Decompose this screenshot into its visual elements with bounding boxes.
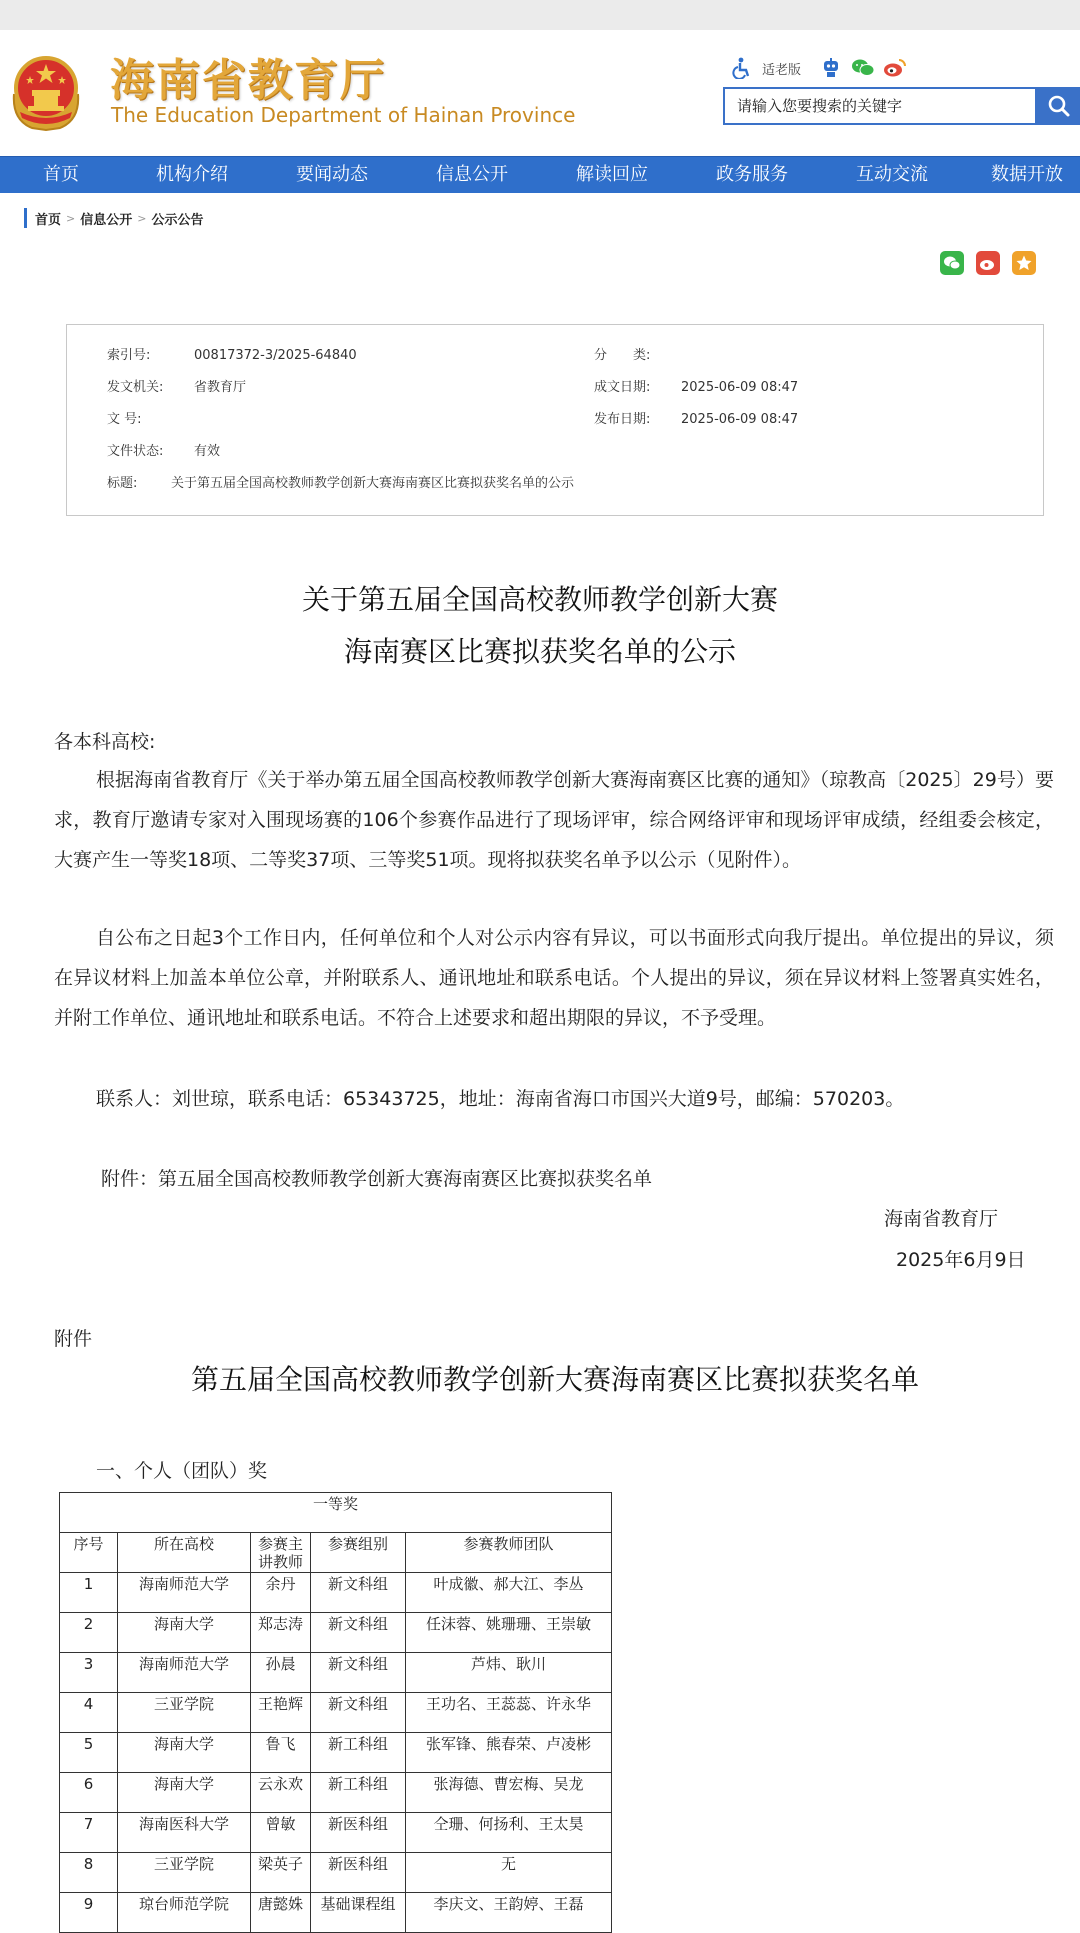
table-cell: 6 (60, 1773, 118, 1813)
table-caption: 一等奖 (60, 1493, 612, 1533)
table-cell: 王艳辉 (251, 1693, 311, 1733)
breadcrumb-separator: > (137, 211, 147, 225)
signature-date: 2025年6月9日 (896, 1249, 1026, 1271)
table-cell: 1 (60, 1573, 118, 1613)
table-cell: 云永欢 (251, 1773, 311, 1813)
national-emblem-logo (8, 50, 84, 132)
table-row (60, 1733, 612, 1773)
table-cell: 新文科组 (311, 1573, 406, 1613)
table-cell: 9 (60, 1893, 118, 1933)
wechat-icon (943, 255, 961, 271)
table-cell: 琼台师范学院 (118, 1893, 251, 1933)
table-cell: 唐懿姝 (251, 1893, 311, 1933)
meta-created-value: 2025-06-09 08:47 (681, 380, 799, 395)
table-cell: 8 (60, 1853, 118, 1893)
share-weibo-button[interactable] (976, 251, 1000, 275)
table-header-row (60, 1533, 612, 1573)
column-header: 参赛组别 (311, 1533, 406, 1573)
meta-title-label: 标题: (107, 476, 138, 491)
nav-interpretation[interactable]: 解读回应 (576, 164, 648, 185)
table-row (60, 1573, 612, 1613)
favorite-button[interactable] (1012, 251, 1036, 275)
table-cell: 海南医科大学 (118, 1813, 251, 1853)
nav-open-data[interactable]: 数据开放 (991, 164, 1063, 185)
table-cell: 芦炜、耿川 (406, 1653, 612, 1693)
meta-title-value: 关于第五届全国高校教师教学创新大赛海南赛区比赛拟获奖名单的公示 (171, 476, 575, 491)
table-row (60, 1853, 612, 1893)
meta-index-value: 00817372-3/2025-64840 (194, 348, 357, 363)
meta-created-label: 成文日期: (594, 380, 651, 395)
article-title-line2: 海南赛区比赛拟获奖名单的公示 (343, 635, 736, 668)
salutation: 各本科高校: (54, 731, 156, 753)
search-box (723, 87, 1037, 125)
awards-table (59, 1492, 612, 1933)
table-cell: 无 (406, 1853, 612, 1893)
meta-docno-label: 文 号: (107, 412, 142, 427)
table-cell: 2 (60, 1613, 118, 1653)
site-subtitle: The Education Department of Hainan Province (111, 103, 576, 127)
table-cell: 仝珊、何扬利、王太昊 (406, 1813, 612, 1853)
share-wechat-button[interactable] (940, 251, 964, 275)
nav-services[interactable]: 政务服务 (716, 164, 788, 185)
table-cell: 海南大学 (118, 1733, 251, 1773)
meta-index-label: 索引号: (107, 348, 151, 363)
column-header: 参赛主讲教师 (251, 1533, 311, 1573)
table-cell: 鲁飞 (251, 1733, 311, 1773)
meta-category-label: 分 类: (594, 348, 651, 363)
nav-about[interactable]: 机构介绍 (156, 164, 228, 185)
table-cell: 新工科组 (311, 1773, 406, 1813)
table-row (60, 1693, 612, 1733)
table-cell: 7 (60, 1813, 118, 1853)
table-cell: 郑志涛 (251, 1613, 311, 1653)
table-cell: 海南大学 (118, 1773, 251, 1813)
table-cell: 叶成徽、郝大江、李丛 (406, 1573, 612, 1613)
weibo-icon (979, 255, 997, 271)
table-cell: 余丹 (251, 1573, 311, 1613)
article-title-line1: 关于第五届全国高校教师教学创新大赛 (301, 583, 778, 616)
top-strip (0, 0, 1080, 30)
table-cell: 5 (60, 1733, 118, 1773)
star-icon (1015, 254, 1033, 272)
table-cell: 海南大学 (118, 1613, 251, 1653)
attachment-link[interactable]: 附件：第五届全国高校教师教学创新大赛海南赛区比赛拟获奖名单 (101, 1168, 653, 1190)
table-row (60, 1773, 612, 1813)
table-row (60, 1893, 612, 1933)
paragraph-2: 自公布之日起3个工作日内，任何单位和个人对公示内容有异议，可以书面形式向我厅提出。单位提出的异议，须在异议材料上加盖本单位公章，并附联系人、通讯地址和联系电话。个人提出的异议，须在异议材料上签署真实姓名，并附工作单位、通讯地址和联系电话。不符合上述要求和超出期限的异议，不予受理。 (54, 927, 1054, 1029)
table-cell: 张海德、曹宏梅、吴龙 (406, 1773, 612, 1813)
site-title[interactable]: 海南省教育厅 (110, 55, 386, 106)
table-cell: 三亚学院 (118, 1693, 251, 1733)
section-title: 一、个人（团队）奖 (96, 1460, 268, 1482)
table-cell: 新文科组 (311, 1613, 406, 1653)
table-cell: 孙晨 (251, 1653, 311, 1693)
table-cell: 梁英子 (251, 1853, 311, 1893)
table-cell: 新医科组 (311, 1813, 406, 1853)
accessibility-icon[interactable] (730, 56, 754, 80)
award-list-title: 第五届全国高校教师教学创新大赛海南赛区比赛拟获奖名单 (190, 1363, 919, 1396)
nav-interaction[interactable]: 互动交流 (856, 164, 928, 185)
table-cell: 三亚学院 (118, 1853, 251, 1893)
breadcrumb-info-disclosure[interactable]: 信息公开 (80, 212, 133, 228)
appendix-label: 附件 (54, 1328, 93, 1350)
table-row (60, 1613, 612, 1653)
signature-org: 海南省教育厅 (884, 1208, 999, 1230)
meta-status-label: 文件状态: (107, 444, 164, 459)
meta-status-value: 有效 (194, 444, 221, 459)
table-row (60, 1813, 612, 1853)
table-cell: 新医科组 (311, 1853, 406, 1893)
table-cell: 新文科组 (311, 1653, 406, 1693)
table-cell: 王功名、王蕊蕊、许永华 (406, 1693, 612, 1733)
table-cell: 基础课程组 (311, 1893, 406, 1933)
nav-news[interactable]: 要闻动态 (296, 164, 368, 185)
table-cell: 张军锋、熊春荣、卢凌彬 (406, 1733, 612, 1773)
search-input[interactable] (725, 89, 1035, 123)
nav-home[interactable]: 首页 (43, 164, 79, 185)
weibo-icon[interactable] (883, 56, 907, 80)
elder-mode-link[interactable]: 适老版 (762, 62, 802, 78)
robot-icon[interactable] (819, 56, 843, 80)
breadcrumb-notices[interactable]: 公示公告 (151, 212, 204, 228)
meta-issuer-value: 省教育厅 (194, 380, 247, 395)
breadcrumb-separator: > (66, 211, 76, 225)
meta-issuer-label: 发文机关: (107, 380, 164, 395)
header-toolbar (730, 55, 907, 81)
breadcrumb (24, 208, 203, 228)
document-meta-box (66, 324, 1044, 516)
table-cell: 新工科组 (311, 1733, 406, 1773)
table-cell: 李庆文、王韵婷、王磊 (406, 1893, 612, 1933)
table-cell: 曾敏 (251, 1813, 311, 1853)
contact-info: 联系人：刘世琼，联系电话：65343725，地址：海南省海口市国兴大道9号，邮编：570203。 (96, 1088, 905, 1110)
nav-info-disclosure[interactable]: 信息公开 (436, 164, 508, 185)
meta-published-label: 发布日期: (594, 412, 651, 427)
search-button[interactable] (1037, 87, 1080, 125)
meta-published-value: 2025-06-09 08:47 (681, 412, 799, 427)
search-icon (1047, 94, 1071, 118)
table-cell: 海南师范大学 (118, 1653, 251, 1693)
wechat-icon[interactable] (851, 56, 875, 80)
table-row (60, 1653, 612, 1693)
column-header: 序号 (60, 1533, 118, 1573)
column-header: 参赛教师团队 (406, 1533, 612, 1573)
table-cell: 4 (60, 1693, 118, 1733)
column-header: 所在高校 (118, 1533, 251, 1573)
paragraph-1: 根据海南省教育厅《关于举办第五届全国高校教师教学创新大赛海南赛区比赛的通知》（琼教高〔2025〕29号）要求，教育厅邀请专家对入围现场赛的106个参赛作品进行了现场评审，综合网络评审和现场评审成绩，经组委会核定，大赛产生一等奖18项、二等奖37项、三等奖51项。现将拟获奖名单予以公示（见附件）。 (54, 769, 1054, 871)
main-nav (0, 156, 1080, 193)
breadcrumb-home[interactable]: 首页 (35, 212, 62, 228)
table-cell: 任沫蓉、姚珊珊、王崇敏 (406, 1613, 612, 1653)
table-cell: 海南师范大学 (118, 1573, 251, 1613)
table-cell: 新文科组 (311, 1693, 406, 1733)
table-cell: 3 (60, 1653, 118, 1693)
